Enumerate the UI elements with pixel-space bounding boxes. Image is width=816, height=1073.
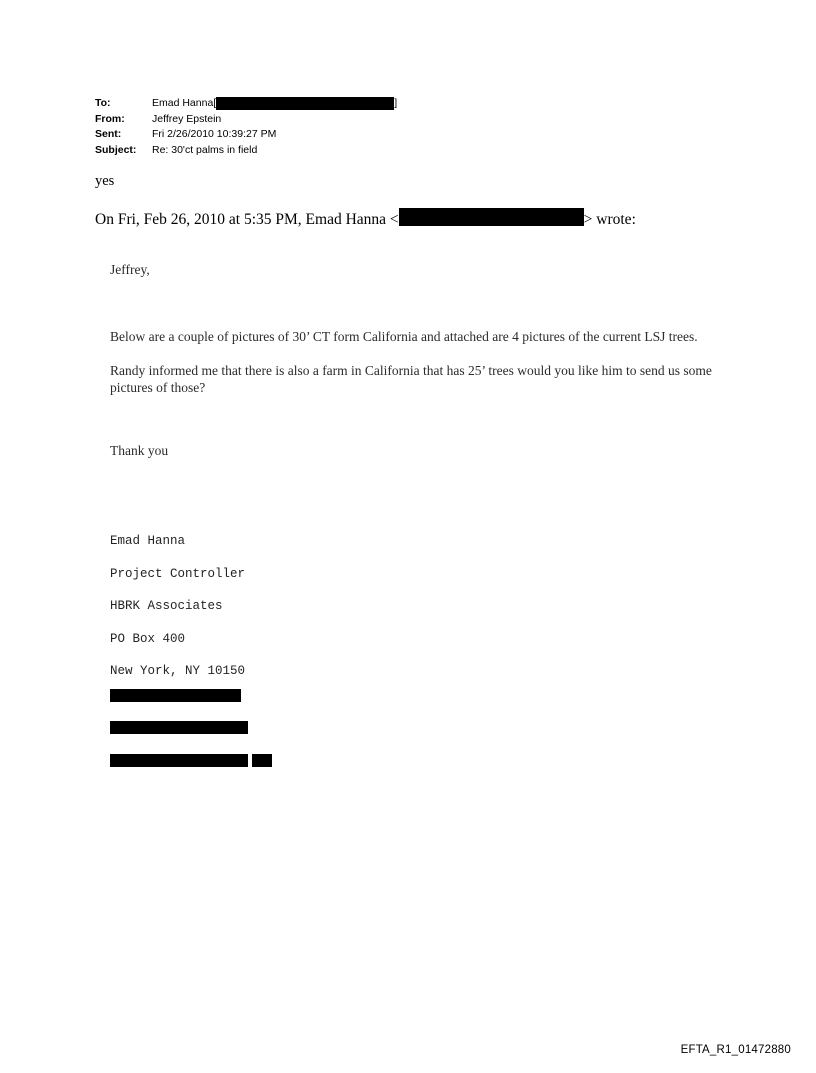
signature-line-title: Project Controller — [110, 566, 246, 581]
signature-redaction-row-2 — [110, 719, 272, 752]
header-value-sent: Fri 2/26/2010 10:39:27 PM — [152, 128, 277, 141]
quote-attribution — [95, 208, 636, 229]
redaction-bar-sender-email — [399, 208, 584, 226]
redaction-bar-signature-2 — [110, 721, 248, 734]
email-header — [95, 96, 715, 158]
header-label-from: From: — [95, 112, 125, 125]
bates-number: EFTA_R1_01472880 — [680, 1044, 791, 1056]
spacer — [110, 278, 720, 328]
quote-attribution-prefix: On Fri, Feb 26, 2010 at 5:35 PM, Emad Hanna < — [95, 211, 399, 228]
quote-closing: Thank you — [110, 442, 169, 458]
redaction-bar-signature-3 — [110, 754, 248, 767]
redaction-bar-recipient-email — [216, 97, 394, 110]
header-value-subject: Re: 30'ct palms in field — [152, 143, 258, 156]
header-value-to — [152, 96, 715, 112]
signature-block — [110, 525, 245, 688]
signature-line-address: PO Box 400 — [110, 631, 186, 646]
header-row-subject — [95, 143, 715, 159]
quote-paragraph-2: Randy informed me that there is also a farm in California that has 25’ trees would you like him to send us some pictures of those? — [110, 362, 712, 395]
signature-line-company: HBRK Associates — [110, 599, 223, 613]
header-label-sent: Sent: — [95, 128, 122, 141]
signature-line-city: New York, NY 10150 — [110, 664, 246, 678]
signature-redaction-row-1 — [110, 686, 272, 719]
header-value-from: Jeffrey Epstein — [152, 112, 222, 125]
reply-body-text: yes — [95, 173, 115, 189]
spacer — [110, 346, 720, 362]
recipient-bracket-close: ] — [394, 97, 398, 109]
header-label-to: To: — [95, 97, 111, 109]
quote-greeting: Jeffrey, — [110, 262, 150, 277]
header-row-from — [95, 112, 715, 128]
quoted-message — [110, 262, 720, 459]
quote-paragraph-1: Below are a couple of pictures of 30’ CT form California and attached are 4 pictures of the current LSJ trees. — [110, 329, 698, 344]
redaction-bar-signature-1 — [110, 689, 241, 702]
redaction-bar-signature-3b — [252, 754, 272, 767]
header-label-subject: Subject: — [95, 143, 137, 156]
recipient-name: Emad Hanna[ — [152, 97, 217, 109]
header-row-sent — [95, 127, 715, 143]
header-row-to — [95, 96, 715, 112]
signature-redactions — [110, 686, 272, 784]
quote-attribution-suffix: > wrote: — [583, 211, 636, 228]
signature-redaction-row-3 — [110, 751, 272, 784]
signature-line-name: Emad Hanna — [110, 534, 186, 548]
spacer — [110, 397, 720, 442]
